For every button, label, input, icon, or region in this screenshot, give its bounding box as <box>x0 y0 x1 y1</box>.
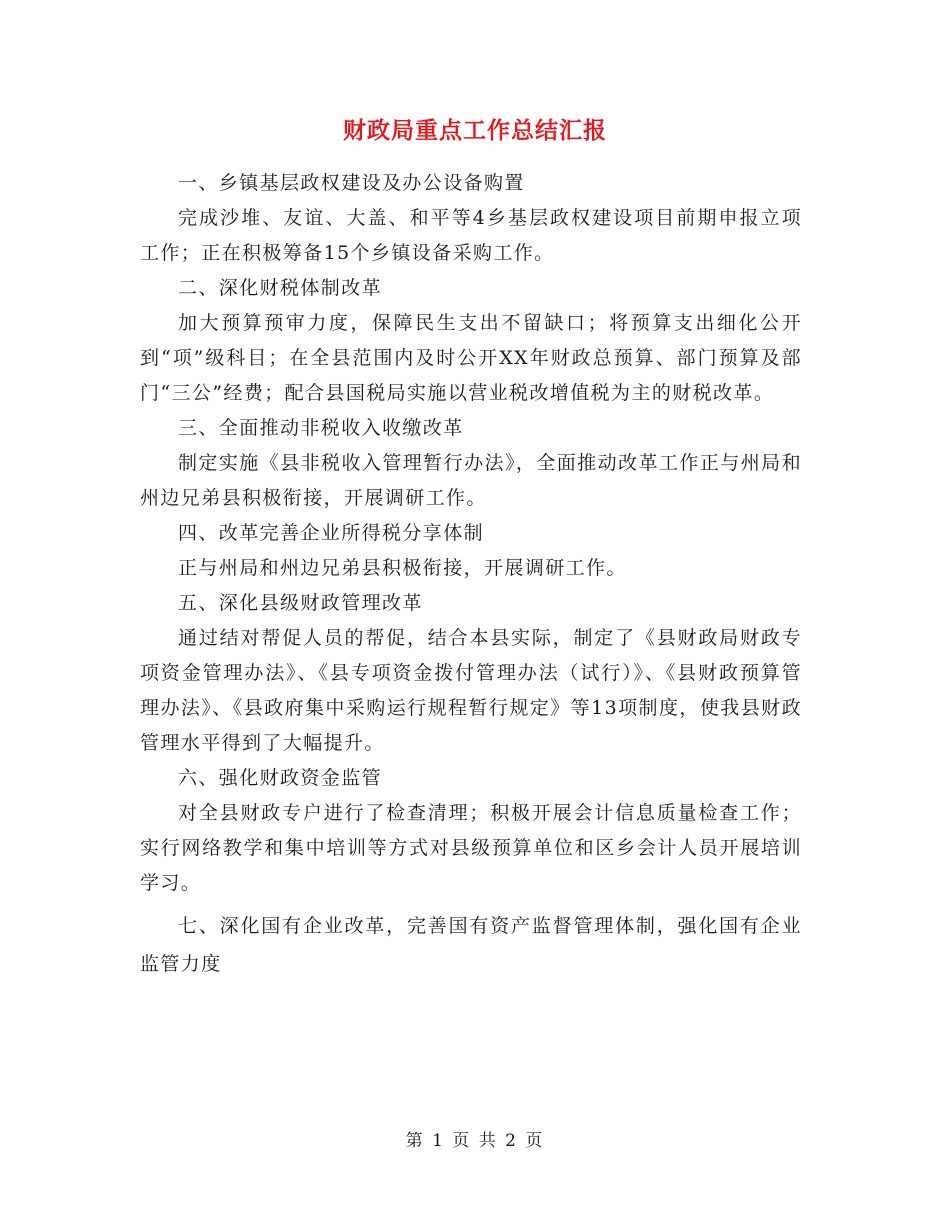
section-body-1: 完成沙堆、友谊、大盖、和平等4乡基层政权建设项目前期申报立项工作；正在积极筹备15个乡镇设备采购工作。 <box>140 207 802 264</box>
section-heading-5: 五、深化县级财政管理改革 <box>178 592 423 614</box>
section-body-6: 对全县财政专户进行了检查清理；积极开展会计信息质量检查工作；实行网络教学和集中培训等方式对县级预算单位和区乡会计人员开展培训学习。 <box>140 802 802 894</box>
document-body <box>140 166 802 983</box>
section-heading-1: 一、乡镇基层政权建设及办公设备购置 <box>178 172 525 194</box>
section-heading-2: 二、深化财税体制改革 <box>178 277 383 299</box>
section-heading-4: 四、改革完善企业所得税分享体制 <box>178 522 485 544</box>
section-heading-3: 三、全面推动非税收入收缴改革 <box>178 417 464 439</box>
document-title: 财政局重点工作总结汇报 <box>343 118 607 144</box>
page-number-footer: 第 1 页 共 2 页 <box>405 1131 545 1151</box>
section-body-5: 通过结对帮促人员的帮促，结合本县实际，制定了《县财政局财政专项资金管理办法》、《县专项资金拨付管理办法（试行）》、《县财政预算管理办法》、《县政府集中采购运行规程暂行规定》等13项制度，使我县财政管理水平得到了大幅提升。 <box>140 627 802 754</box>
section-body-2: 加大预算预审力度，保障民生支出不留缺口；将预算支出细化公开到“项”级科目；在全县范围内及时公开XX年财政总预算、部门预算及部门“三公”经费；配合县国税局实施以营业税改增值税为主的财税改革。 <box>140 312 802 404</box>
section-heading-6: 六、强化财政资金监管 <box>178 767 383 789</box>
section-body-4: 正与州局和州边兄弟县积极衔接，开展调研工作。 <box>178 557 627 579</box>
section-heading-7: 七、深化国有企业改革，完善国有资产监督管理体制，强化国有企业监管力度 <box>140 915 802 975</box>
section-body-3: 制定实施《县非税收入管理暂行办法》，全面推动改革工作正与州局和州边兄弟县积极衔接，开展调研工作。 <box>140 452 802 509</box>
